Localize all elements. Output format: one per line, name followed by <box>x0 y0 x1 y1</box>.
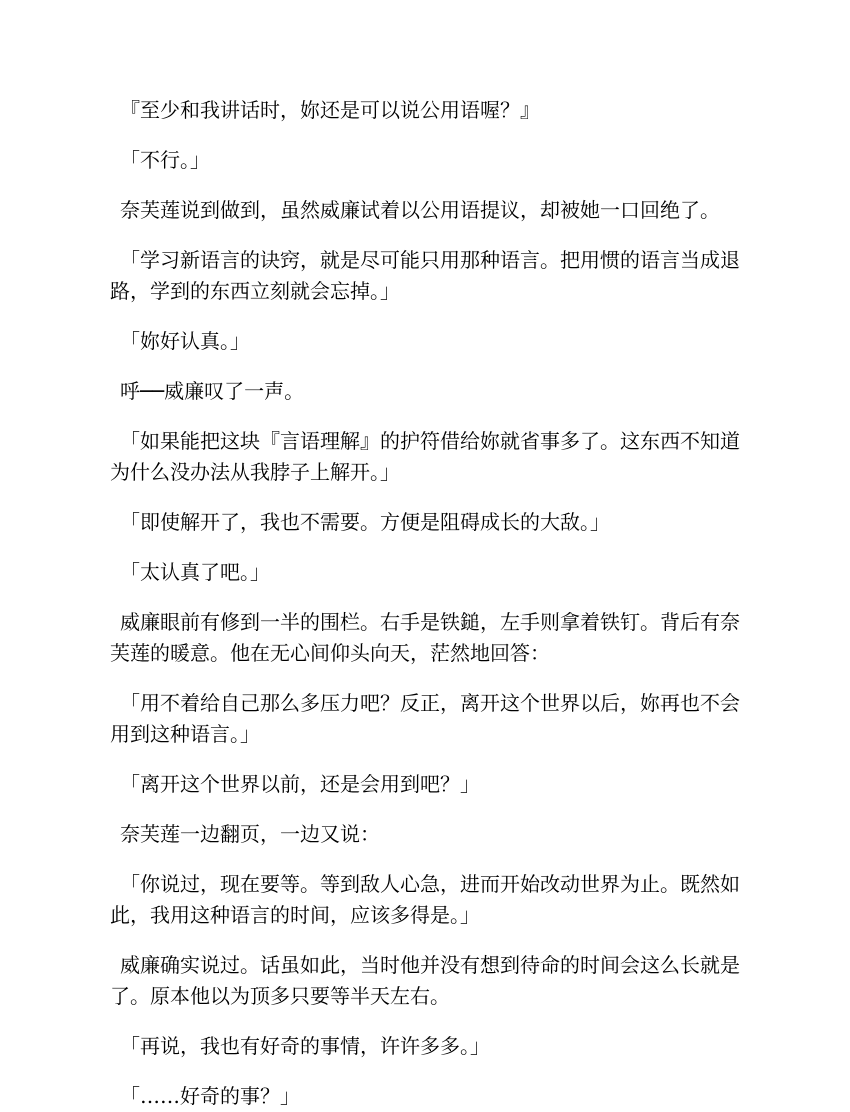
paragraph-17: 「……好奇的事？」 <box>120 1084 300 1108</box>
paragraph-9: 「太认真了吧。」 <box>120 560 270 584</box>
paragraph-1: 『至少和我讲话时，妳还是可以说公用语喔？』 <box>120 98 540 122</box>
paragraph-5: 「妳好认真。」 <box>120 329 250 353</box>
paragraph-8: 「即使解开了，我也不需要。方便是阻碍成长的大敌。」 <box>120 510 610 534</box>
paragraph-7: 「如果能把这块『言语理解』的护符借给妳就省事多了。这东西不知道为什么没办法从我脖子上解开。」 <box>110 429 740 484</box>
paragraph-14: 「你说过，现在要等。等到敌人心急，进而开始改动世界为止。既然如此，我用这种语言的时间，应该多得是。」 <box>110 872 740 927</box>
paragraph-13: 奈芙莲一边翻页，一边又说： <box>120 822 380 846</box>
paragraph-12: 「离开这个世界以前，还是会用到吧？」 <box>120 772 480 796</box>
paragraph-3: 奈芙莲说到做到，虽然威廉试着以公用语提议，却被她一口回绝了。 <box>120 198 720 222</box>
paragraph-4: 「学习新语言的诀窍，就是尽可能只用那种语言。把用惯的语言当成退路，学到的东西立刻就会忘掉。」 <box>110 248 740 303</box>
paragraph-15: 威廉确实说过。话虽如此，当时他并没有想到待命的时间会这么长就是了。原本他以为顶多只要等半天左右。 <box>110 953 740 1008</box>
paragraph-16: 「再说，我也有好奇的事情，许许多多。」 <box>120 1034 490 1058</box>
paragraph-10: 威廉眼前有修到一半的围栏。右手是铁鎚，左手则拿着铁钉。背后有奈芙莲的暖意。他在无心间仰头向天，茫然地回答： <box>110 610 740 665</box>
paragraph-2: 「不行。」 <box>120 148 210 172</box>
paragraph-6: 呼──威廉叹了一声。 <box>120 379 305 403</box>
paragraph-11: 「用不着给自己那么多压力吧？反正，离开这个世界以后，妳再也不会用到这种语言。」 <box>110 691 740 746</box>
